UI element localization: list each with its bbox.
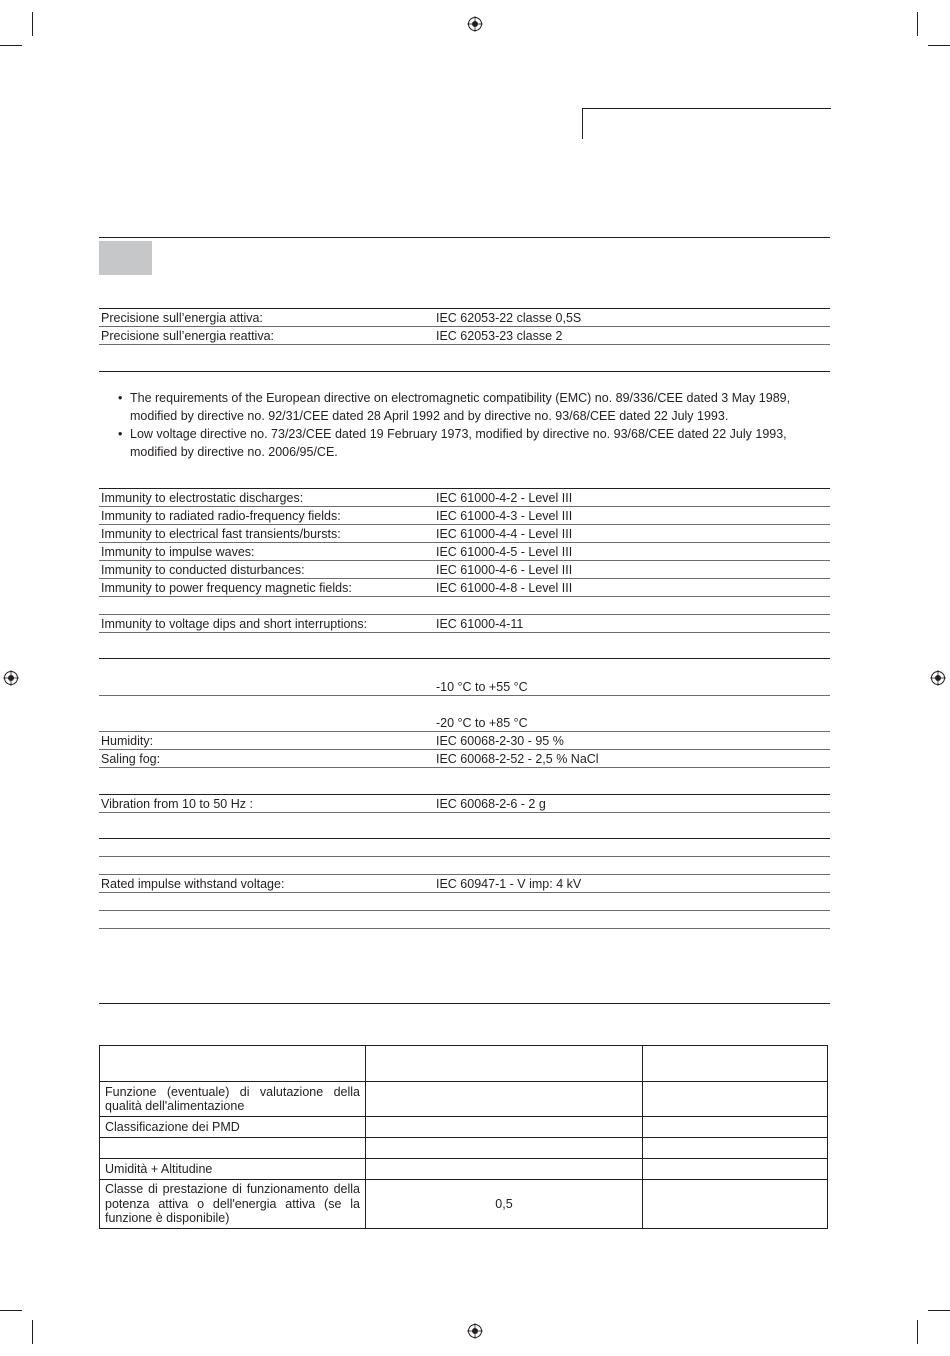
emc-row bbox=[99, 579, 830, 597]
row-value: -10 °C to +55 °C bbox=[436, 680, 528, 694]
crop-mark-bottom-right-v bbox=[917, 1320, 918, 1344]
row-divider bbox=[99, 812, 830, 813]
accuracy-row bbox=[99, 327, 830, 345]
row-value: -20 °C to +85 °C bbox=[436, 716, 528, 730]
table-row bbox=[100, 1082, 828, 1117]
table-cell bbox=[366, 1117, 643, 1138]
table-cell: Umidità + Altitudine bbox=[100, 1159, 366, 1180]
environment-row bbox=[99, 750, 830, 768]
registration-mark-icon bbox=[467, 1323, 483, 1339]
table-cell bbox=[643, 1138, 828, 1159]
directive-text: Low voltage directive no. 73/23/CEE dated 19 February 1973, modified by directive no. 93/68/CEE dated 22 July 1993, modified by directive no. 2006/95/CE. bbox=[130, 427, 787, 459]
row-value: IEC 61000-4-3 - Level III bbox=[436, 509, 573, 523]
emc-row bbox=[99, 507, 830, 525]
row-label: Immunity to voltage dips and short interruptions: bbox=[101, 617, 368, 631]
environment-row bbox=[99, 696, 830, 714]
emc-row bbox=[99, 543, 830, 561]
row-label: Immunity to impulse waves: bbox=[101, 545, 255, 559]
row-value: IEC 61000-4-2 - Level III bbox=[436, 491, 573, 505]
table-cell: 0,5 bbox=[366, 1180, 643, 1229]
row-label: Immunity to electrical fast transients/bursts: bbox=[101, 527, 341, 541]
row-divider bbox=[99, 856, 830, 857]
row-value: IEC 61000-4-6 - Level III bbox=[436, 563, 573, 577]
registration-mark-icon bbox=[3, 670, 19, 686]
mechanical-row bbox=[99, 795, 830, 813]
directive-item bbox=[118, 425, 830, 461]
row-value: IEC 60068-2-6 - 2 g bbox=[436, 797, 546, 811]
table-cell bbox=[643, 1117, 828, 1138]
environment-row bbox=[99, 678, 830, 696]
table-cell bbox=[643, 1046, 828, 1082]
row-value: IEC 61000-4-11 bbox=[436, 617, 524, 631]
registration-mark-icon bbox=[930, 670, 946, 686]
row-divider bbox=[99, 767, 830, 768]
table-cell bbox=[366, 1046, 643, 1082]
crop-mark-top-right-h bbox=[928, 45, 950, 46]
environment-row bbox=[99, 714, 830, 732]
directives-list bbox=[118, 389, 830, 461]
row-value: IEC 60068-2-30 - 95 % bbox=[436, 734, 564, 748]
crop-mark-top-left-h bbox=[0, 45, 22, 46]
emc-row bbox=[99, 597, 830, 615]
row-divider bbox=[99, 928, 830, 929]
row-value: IEC 61000-4-8 - Level III bbox=[436, 581, 573, 595]
registration-mark-icon bbox=[467, 16, 483, 32]
row-label: Immunity to electrostatic discharges: bbox=[101, 491, 304, 505]
table-cell: Classificazione dei PMD bbox=[100, 1117, 366, 1138]
row-divider bbox=[99, 910, 830, 911]
emc-row bbox=[99, 525, 830, 543]
table-row bbox=[100, 1180, 828, 1229]
row-value: IEC 62053-23 classe 2 bbox=[436, 329, 563, 343]
table-cell bbox=[366, 1138, 643, 1159]
row-value: IEC 62053-22 classe 0,5S bbox=[436, 311, 582, 325]
insulation-row bbox=[99, 893, 830, 911]
insulation-row bbox=[99, 839, 830, 857]
environment-row bbox=[99, 660, 830, 678]
section-heading-rule bbox=[99, 237, 830, 238]
table-row bbox=[100, 1117, 828, 1138]
insulation-row bbox=[99, 875, 830, 893]
table-cell bbox=[643, 1180, 828, 1229]
classification-table bbox=[99, 1045, 828, 1229]
table-cell bbox=[643, 1082, 828, 1117]
table-cell bbox=[366, 1159, 643, 1180]
environment-table-top-rule bbox=[99, 658, 830, 659]
emc-row bbox=[99, 561, 830, 579]
row-label: Immunity to radiated radio-frequency fields: bbox=[101, 509, 341, 523]
row-divider bbox=[99, 632, 830, 633]
environment-row bbox=[99, 732, 830, 750]
bullet-icon: • bbox=[118, 427, 123, 441]
row-label: Precisione sull’energia attiva: bbox=[101, 311, 263, 325]
row-label: Humidity: bbox=[101, 734, 154, 748]
bullet-icon: • bbox=[118, 391, 123, 405]
row-label: Immunity to conducted disturbances: bbox=[101, 563, 305, 577]
header-corner-box bbox=[582, 108, 831, 139]
table-cell bbox=[100, 1138, 366, 1159]
table-header-row bbox=[100, 1046, 828, 1082]
directives-rule bbox=[99, 371, 830, 372]
emc-row bbox=[99, 615, 830, 633]
table-cell: Funzione (eventuale) di valutazione della qualità dell'alimentazione bbox=[100, 1082, 366, 1117]
table-cell bbox=[100, 1046, 366, 1082]
directive-item bbox=[118, 389, 830, 425]
crop-mark-bottom-right-h bbox=[928, 1310, 950, 1311]
classification-section-rule bbox=[99, 1003, 830, 1004]
row-value: IEC 60068-2-52 - 2,5 % NaCl bbox=[436, 752, 599, 766]
row-value: IEC 60947-1 - V imp: 4 kV bbox=[436, 877, 582, 891]
crop-mark-bottom-left-h bbox=[0, 1310, 22, 1311]
row-label: Rated impulse withstand voltage: bbox=[101, 877, 285, 891]
row-label: Precisione sull’energia reattiva: bbox=[101, 329, 275, 343]
table-row bbox=[100, 1138, 828, 1159]
table-row bbox=[100, 1159, 828, 1180]
row-value: IEC 61000-4-4 - Level III bbox=[436, 527, 573, 541]
table-cell: Classe di prestazione di funzionamento della potenza attiva o dell'energia attiva (se la funzione è disponibile) bbox=[100, 1180, 366, 1229]
crop-mark-top-left-v bbox=[32, 12, 33, 36]
row-divider bbox=[99, 344, 830, 345]
row-label: Vibration from 10 to 50 Hz : bbox=[101, 797, 253, 811]
table-cell bbox=[366, 1082, 643, 1117]
row-value: IEC 61000-4-5 - Level III bbox=[436, 545, 573, 559]
emc-row bbox=[99, 489, 830, 507]
section-tab-marker bbox=[99, 241, 152, 275]
row-label: Saling fog: bbox=[101, 752, 161, 766]
table-cell bbox=[643, 1159, 828, 1180]
directive-text: The requirements of the European directive on electromagnetic compatibility (EMC) no. 89/336/CEE dated 3 May 1989, modified by directive no. 92/31/CEE dated 28 April 1992 and by directive no. 93/68/CEE dated 22 July 1993. bbox=[130, 391, 791, 423]
row-label: Immunity to power frequency magnetic fields: bbox=[101, 581, 352, 595]
accuracy-row bbox=[99, 309, 830, 327]
crop-mark-top-right-v bbox=[917, 12, 918, 36]
crop-mark-bottom-left-v bbox=[32, 1320, 33, 1344]
